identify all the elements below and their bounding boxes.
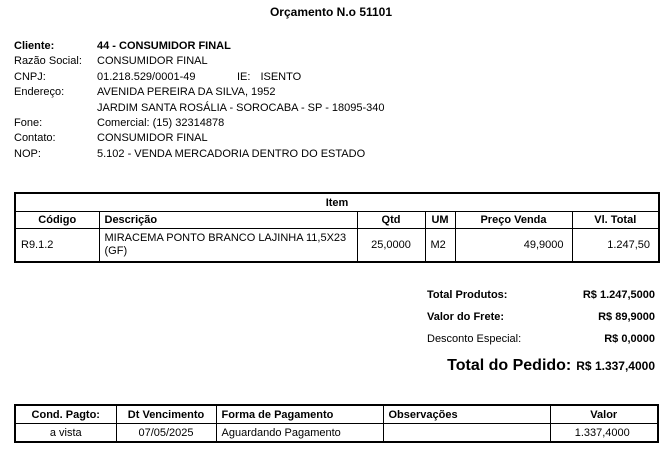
client-field-endereco [14,85,662,100]
total-pedido-value: R$ 1.337,4000 [576,359,655,374]
field-label-razao-social: Razão Social: [14,55,82,68]
cell-observacoes [383,424,550,443]
field-value-razao-social: CONSUMIDOR FINAL [97,55,208,68]
total-produtos-value: R$ 1.247,5000 [582,289,655,302]
cell-cond-pagto: a vista [15,424,116,443]
cell-qtd: 25,0000 [357,229,425,263]
field-label-cliente: Cliente: [14,40,55,52]
item-table-row [15,229,659,263]
payment-table-row [15,424,658,443]
cell-preco-venda: 49,9000 [455,229,572,263]
field-value-contato: CONSUMIDOR FINAL [97,132,208,145]
total-produtos-row [427,289,655,302]
field-label-nop: NOP: [14,147,41,160]
cell-forma-pagamento: Aguardando Pagamento [216,424,383,443]
column-header-um: UM [425,212,455,229]
field-label-fone: Fone: [14,117,43,130]
item-table [14,192,660,263]
field-value-endereco-line2: JARDIM SANTA ROSÁLIA - SOROCABA - SP - 18095-340 [97,101,385,114]
total-produtos-label: Total Produtos: [427,289,508,302]
client-field-fone [14,116,662,131]
column-header-observacoes: Observações [383,405,550,424]
column-header-vl-total: Vl. Total [572,212,659,229]
payment-table-header-row [15,405,658,424]
client-field-endereco-line2 [14,101,662,116]
field-value-cliente: 44 - CONSUMIDOR FINAL [97,40,231,52]
desconto-especial-row [427,333,655,346]
field-label-endereco: Endereço: [14,86,65,99]
valor-frete-label: Valor do Frete: [427,311,505,324]
field-value-ie: ISENTO [260,70,302,83]
field-value-endereco: AVENIDA PEREIRA DA SILVA, 1952 [97,86,276,99]
total-pedido-label: Total do Pedido: [447,357,572,375]
desconto-especial-value: R$ 0,0000 [604,333,655,346]
column-header-cond-pagto: Cond. Pagto: [15,405,116,424]
column-header-dt-vencimento: Dt Vencimento [116,405,216,424]
client-info-block [14,39,662,162]
column-header-codigo: Código [15,212,99,229]
client-field-contato [14,131,662,146]
column-header-descricao: Descrição [99,212,357,229]
field-label-cnpj: CNPJ: [14,70,46,83]
column-header-preco-venda: Preço Venda [455,212,572,229]
client-field-cliente [14,39,662,54]
client-field-nop [14,147,662,162]
cell-vl-total: 1.247,50 [572,229,659,263]
document-title: Orçamento N.o 51101 [269,5,393,19]
client-field-razao-social [14,54,662,69]
field-label-ie: IE: [237,70,251,83]
item-table-title-row [15,193,659,212]
item-table-header-row [15,212,659,229]
cell-descricao: MIRACEMA PONTO BRANCO LAJINHA 11,5X23 (GF) [99,229,357,263]
cell-um: M2 [425,229,455,263]
totals-block [427,289,655,375]
desconto-especial-label: Desconto Especial: [427,333,522,346]
valor-frete-row [427,311,655,324]
field-value-fone: Comercial: (15) 32314878 [97,117,225,130]
item-table-title: Item [15,193,659,212]
column-header-valor: Valor [550,405,658,424]
field-label-contato: Contato: [14,132,56,145]
column-header-qtd: Qtd [357,212,425,229]
total-pedido-row [427,357,655,375]
field-value-cnpj: 01.218.529/0001-49 [97,70,196,83]
cell-codigo: R9.1.2 [15,229,99,263]
column-header-forma-pagamento: Forma de Pagamento [216,405,383,424]
cell-dt-vencimento: 07/05/2025 [116,424,216,443]
field-value-nop: 5.102 - VENDA MERCADORIA DENTRO DO ESTADO [97,147,366,160]
cell-valor: 1.337,4000 [550,424,658,443]
client-field-cnpj [14,70,662,85]
payment-table [14,404,659,443]
valor-frete-value: R$ 89,9000 [598,311,655,324]
